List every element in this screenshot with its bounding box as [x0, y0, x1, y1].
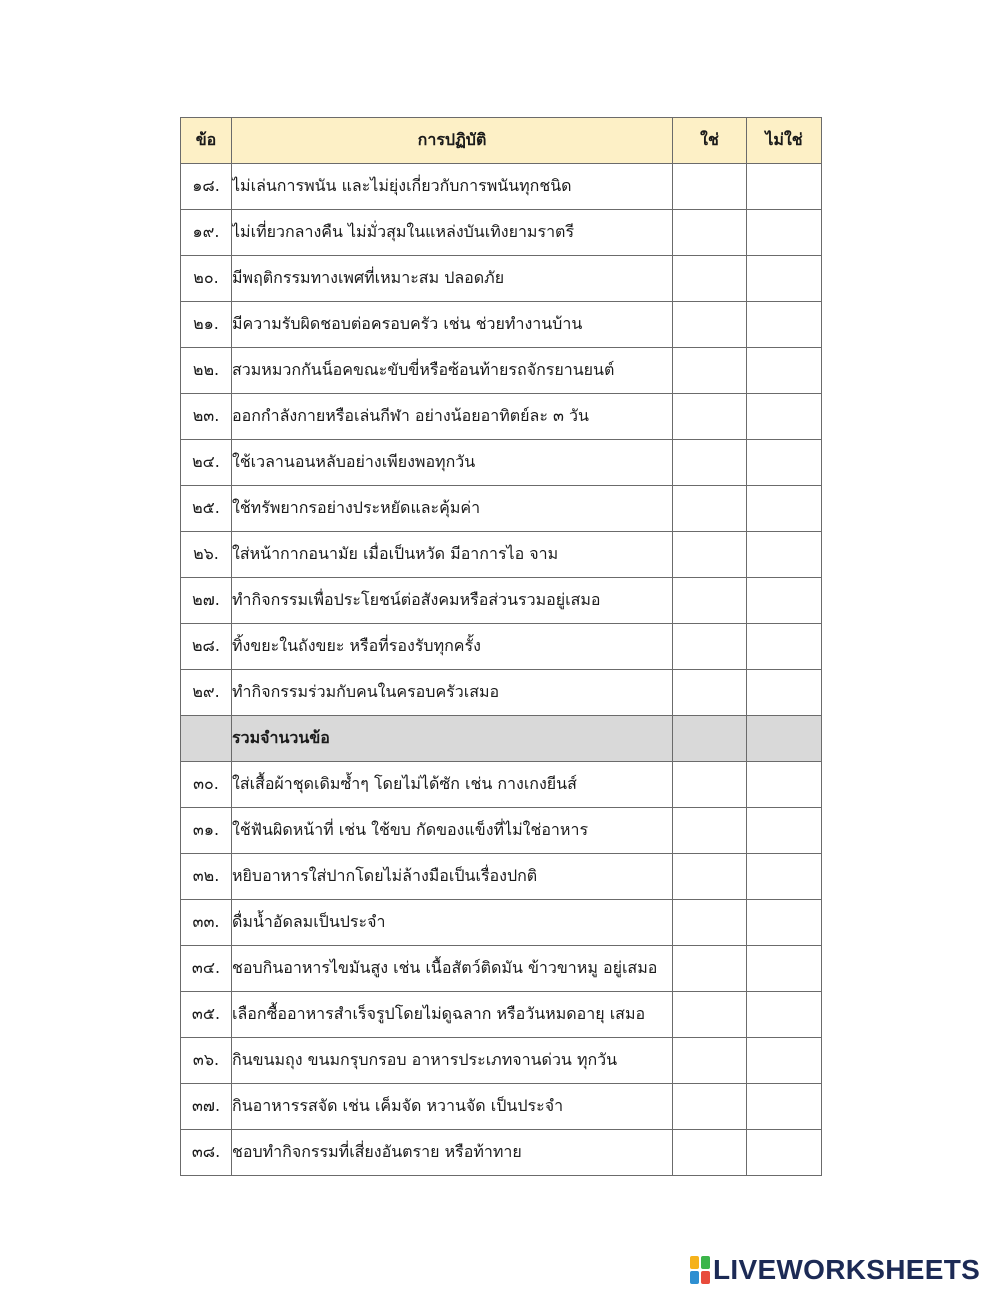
answer-no-cell[interactable] [747, 854, 822, 900]
table-row [181, 992, 822, 1038]
item-text: เลือกซื้ออาหารสำเร็จรูปโดยไม่ดูฉลาก หรือวันหมดอายุ เสมอ [232, 992, 673, 1038]
table-row [181, 1130, 822, 1176]
table-row [181, 946, 822, 992]
answer-no-cell[interactable] [747, 578, 822, 624]
answer-no-cell[interactable] [747, 946, 822, 992]
item-number: ๓๗. [181, 1084, 232, 1130]
table-row [181, 394, 822, 440]
item-number: ๑๘. [181, 164, 232, 210]
header-yes: ใช่ [673, 118, 747, 164]
answer-yes-cell[interactable] [673, 1130, 747, 1176]
item-number: ๓๑. [181, 808, 232, 854]
logo-square-icon [701, 1271, 710, 1284]
answer-yes-cell[interactable] [673, 946, 747, 992]
item-text: ไม่เที่ยวกลางคืน ไม่มั่วสุมในแหล่งบันเทิงยามราตรี [232, 210, 673, 256]
item-text: สวมหมวกกันน็อคขณะขับขี่หรือซ้อนท้ายรถจักรยานยนต์ [232, 348, 673, 394]
answer-no-cell[interactable] [747, 670, 822, 716]
logo-text: LIVEWORKSHEETS [713, 1254, 981, 1285]
answer-yes-cell[interactable] [673, 1084, 747, 1130]
item-number: ๓๖. [181, 1038, 232, 1084]
table-row [181, 624, 822, 670]
item-number: ๒๖. [181, 532, 232, 578]
item-text: ออกกำลังกายหรือเล่นกีฬา อย่างน้อยอาทิตย์ละ ๓ วัน [232, 394, 673, 440]
answer-yes-cell[interactable] [673, 210, 747, 256]
answer-no-cell[interactable] [747, 486, 822, 532]
answer-no-cell[interactable] [747, 1084, 822, 1130]
table-row [181, 302, 822, 348]
item-text: มีพฤติกรรมทางเพศที่เหมาะสม ปลอดภัย [232, 256, 673, 302]
table-row [181, 900, 822, 946]
answer-yes-cell[interactable] [673, 440, 747, 486]
header-no: ไม่ใช่ [747, 118, 822, 164]
table-row [181, 210, 822, 256]
answer-no-cell[interactable] [747, 440, 822, 486]
answer-no-cell[interactable] [747, 624, 822, 670]
answer-no-cell[interactable] [747, 394, 822, 440]
answer-yes-cell[interactable] [673, 164, 747, 210]
table-row [181, 854, 822, 900]
answer-yes-cell[interactable] [673, 854, 747, 900]
item-number: ๒๔. [181, 440, 232, 486]
answer-yes-cell[interactable] [673, 808, 747, 854]
answer-no-cell[interactable] [747, 348, 822, 394]
item-text: ชอบทำกิจกรรมที่เสี่ยงอันตราย หรือท้าทาย [232, 1130, 673, 1176]
item-number: ๒๙. [181, 670, 232, 716]
table-row [181, 256, 822, 302]
header-item: การปฏิบัติ [232, 118, 673, 164]
answer-yes-cell[interactable] [673, 900, 747, 946]
answer-no-cell[interactable] [747, 164, 822, 210]
answer-yes-cell[interactable] [673, 486, 747, 532]
answer-no-cell[interactable] [747, 1130, 822, 1176]
answer-no-cell[interactable] [747, 808, 822, 854]
answer-no-cell[interactable] [747, 716, 822, 762]
item-text: ใช้ฟันผิดหน้าที่ เช่น ใช้ขบ กัดของแข็งที่ไม่ใช่อาหาร [232, 808, 673, 854]
table-row [181, 164, 822, 210]
table-row [181, 486, 822, 532]
answer-no-cell[interactable] [747, 900, 822, 946]
item-text: กินอาหารรสจัด เช่น เค็มจัด หวานจัด เป็นประจำ [232, 1084, 673, 1130]
logo-square-icon [701, 1256, 710, 1269]
item-text: มีความรับผิดชอบต่อครอบครัว เช่น ช่วยทำงานบ้าน [232, 302, 673, 348]
item-number: ๒๐. [181, 256, 232, 302]
answer-yes-cell[interactable] [673, 394, 747, 440]
item-number: ๒๘. [181, 624, 232, 670]
liveworksheets-logo-mark [690, 1256, 710, 1284]
liveworksheets-logo [690, 1253, 980, 1287]
table-row [181, 762, 822, 808]
total-row [181, 716, 822, 762]
answer-yes-cell[interactable] [673, 992, 747, 1038]
item-text: ไม่เล่นการพนัน และไม่ยุ่งเกี่ยวกับการพนันทุกชนิด [232, 164, 673, 210]
answer-no-cell[interactable] [747, 302, 822, 348]
item-text: ใส่หน้ากากอนามัย เมื่อเป็นหวัด มีอาการไอ จาม [232, 532, 673, 578]
item-number: ๒๕. [181, 486, 232, 532]
answer-yes-cell[interactable] [673, 302, 747, 348]
answer-yes-cell[interactable] [673, 578, 747, 624]
answer-yes-cell[interactable] [673, 670, 747, 716]
answer-yes-cell[interactable] [673, 716, 747, 762]
header-num: ข้อ [181, 118, 232, 164]
logo-square-icon [690, 1271, 699, 1284]
table-row [181, 670, 822, 716]
answer-no-cell[interactable] [747, 762, 822, 808]
item-number: ๓๔. [181, 946, 232, 992]
answer-yes-cell[interactable] [673, 762, 747, 808]
item-text: ใส่เสื้อผ้าชุดเดิมซ้ำๆ โดยไม่ได้ซัก เช่น กางเกงยีนส์ [232, 762, 673, 808]
table-row [181, 1084, 822, 1130]
answer-yes-cell[interactable] [673, 348, 747, 394]
item-text: กินขนมถุง ขนมกรุบกรอบ อาหารประเภทจานด่วน ทุกวัน [232, 1038, 673, 1084]
item-number: ๒๗. [181, 578, 232, 624]
item-text: ใช้ทรัพยากรอย่างประหยัดและคุ้มค่า [232, 486, 673, 532]
table-row [181, 440, 822, 486]
item-number: ๒๒. [181, 348, 232, 394]
item-number: ๒๓. [181, 394, 232, 440]
answer-no-cell[interactable] [747, 532, 822, 578]
answer-yes-cell[interactable] [673, 1038, 747, 1084]
item-text: ดื่มน้ำอัดลมเป็นประจำ [232, 900, 673, 946]
item-number: ๓๓. [181, 900, 232, 946]
item-number: ๓๒. [181, 854, 232, 900]
answer-yes-cell[interactable] [673, 256, 747, 302]
item-text: หยิบอาหารใส่ปากโดยไม่ล้างมือเป็นเรื่องปกติ [232, 854, 673, 900]
table-row [181, 348, 822, 394]
answer-yes-cell[interactable] [673, 532, 747, 578]
table-row [181, 1038, 822, 1084]
answer-no-cell[interactable] [747, 992, 822, 1038]
item-number: ๓๘. [181, 1130, 232, 1176]
answer-yes-cell[interactable] [673, 624, 747, 670]
logo-square-icon [690, 1256, 699, 1269]
item-number: ๒๑. [181, 302, 232, 348]
checklist-table [180, 117, 822, 1176]
total-label: รวมจำนวนข้อ [232, 716, 673, 762]
answer-no-cell[interactable] [747, 1038, 822, 1084]
item-text: ทิ้งขยะในถังขยะ หรือที่รองรับทุกครั้ง [232, 624, 673, 670]
header-row [181, 118, 822, 164]
answer-no-cell[interactable] [747, 210, 822, 256]
item-text: ชอบกินอาหารไขมันสูง เช่น เนื้อสัตว์ติดมัน ข้าวขาหมู อยู่เสมอ [232, 946, 673, 992]
item-number [181, 716, 232, 762]
table-row [181, 808, 822, 854]
item-text: ทำกิจกรรมร่วมกับคนในครอบครัวเสมอ [232, 670, 673, 716]
item-number: ๓๐. [181, 762, 232, 808]
item-number: ๑๙. [181, 210, 232, 256]
table-row [181, 578, 822, 624]
item-text: ใช้เวลานอนหลับอย่างเพียงพอทุกวัน [232, 440, 673, 486]
item-text: ทำกิจกรรมเพื่อประโยชน์ต่อสังคมหรือส่วนรวมอยู่เสมอ [232, 578, 673, 624]
table-row [181, 532, 822, 578]
answer-no-cell[interactable] [747, 256, 822, 302]
item-number: ๓๕. [181, 992, 232, 1038]
